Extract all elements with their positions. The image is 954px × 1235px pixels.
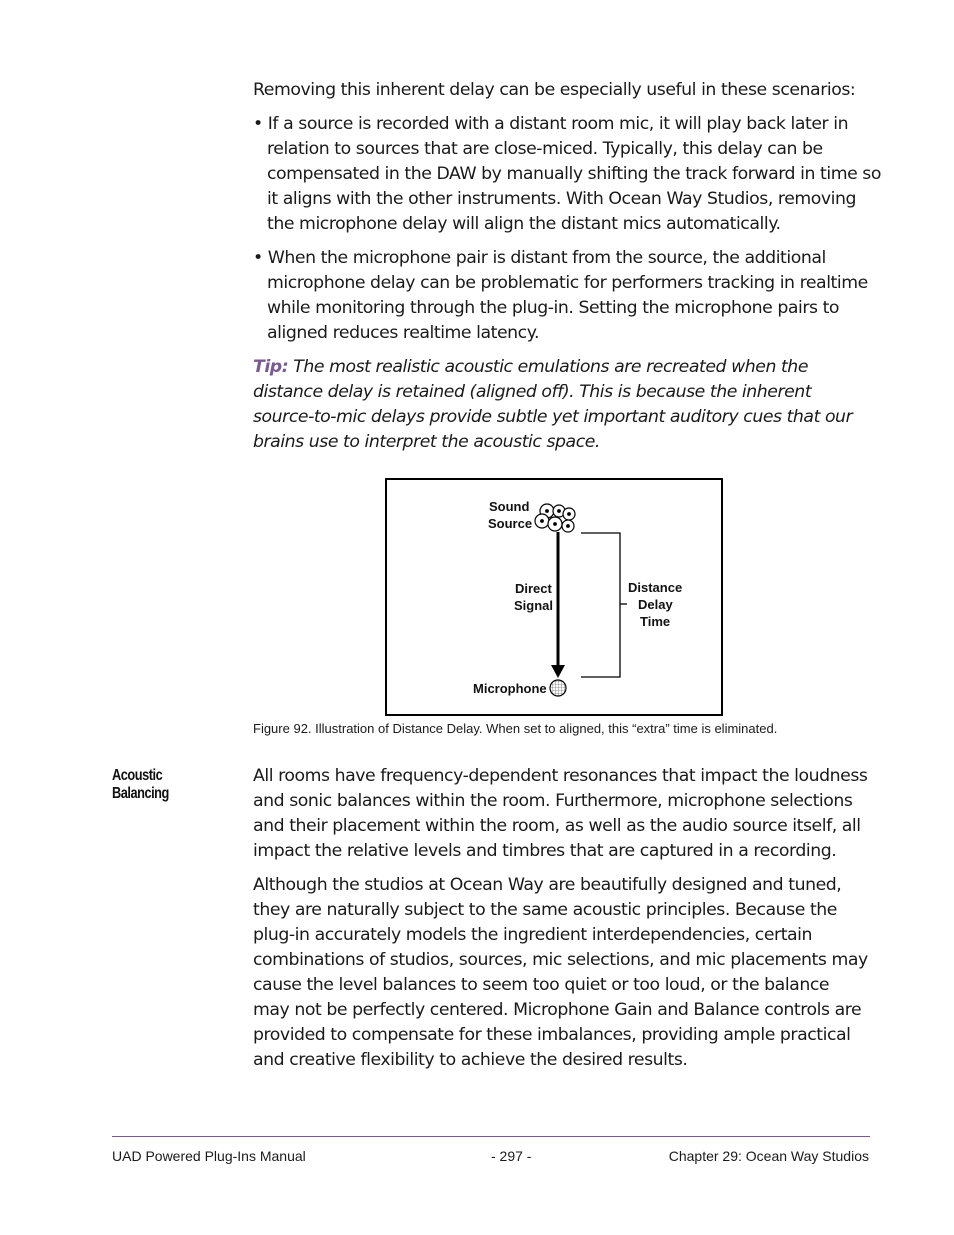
delay-label: Delay [638,597,673,612]
footer-page-number: - 297 - [491,1148,532,1164]
body-paragraph: All rooms have frequency-dependent resonances that impact the loudness and sonic balances within the room. Furthermore, microphone selections and their placement within the room, as well as the audio source itself, all impact the relative levels and timbres that are captured in a recording. [253,766,868,861]
source-label: Source [488,516,533,531]
sound-label: Sound [489,499,530,514]
figure-caption: Figure 92. Illustration of Distance Delay. When set to aligned, this “extra” time is eliminated. [253,721,778,736]
body-paragraph: Although the studios at Ocean Way are beautifully designed and tuned, they are naturally subject to the same acoustic principles. Because the plug-in accurately models the ingredient interdependencies, certain combinations of studios, sources, mic selections, and mic placements may cause the level balances to seem too quiet or too loud, or the balance may not be perfectly centered. Microphone Gain and Balance controls are provided to compensate for these imbalances, providing ample practical and creative flexibility to achieve the desired results. [253,875,868,1070]
bullet-item: • When the microphone pair is distant from the source, the additional microphone delay can be problematic for performers tracking in realtime while monitoring through the plug-in. Setting the microphone pairs to aligned reduces realtime latency. [253,248,868,343]
tip-paragraph [253,355,870,455]
intro-paragraph: Removing this inherent delay can be especially useful in these scenarios: [253,80,856,100]
arrow-head-icon [551,665,565,678]
tip-label: Tip: [253,357,289,377]
section-heading [112,767,208,803]
microphone-label: Microphone [473,681,547,696]
footer-manual-title: UAD Powered Plug-Ins Manual [112,1148,306,1164]
distance-bracket [581,533,620,677]
distance-label: Distance [628,580,683,595]
signal-label: Signal [514,598,554,613]
bullet-item: • If a source is recorded with a distant room mic, it will play back later in relation to sources that are close-miced. Typically, this delay can be compensated in the DAW by manually shifting the track forward in time so it aligns with the other instruments. With Ocean Way Studios, removing the microphone delay will align the distant mics automatically. [253,114,881,234]
footer-chapter-title: Chapter 29: Ocean Way Studios [668,1148,869,1164]
tip-text: The most realistic acoustic emulations are recreated when the distance delay is retained (aligned off). This is because the inherent source-to-mic delays provide subtle yet important auditory cues that our brains use to interpret the acoustic space. [253,357,853,452]
time-label: Time [640,614,671,629]
footer-rule [112,1136,870,1137]
sound-source-icon [535,504,575,532]
distance-delay-figure [385,478,723,716]
microphone-icon [550,680,566,696]
direct-label: Direct [515,581,552,596]
heading-line: Balancing [112,785,169,802]
heading-line: Acoustic [112,767,163,784]
